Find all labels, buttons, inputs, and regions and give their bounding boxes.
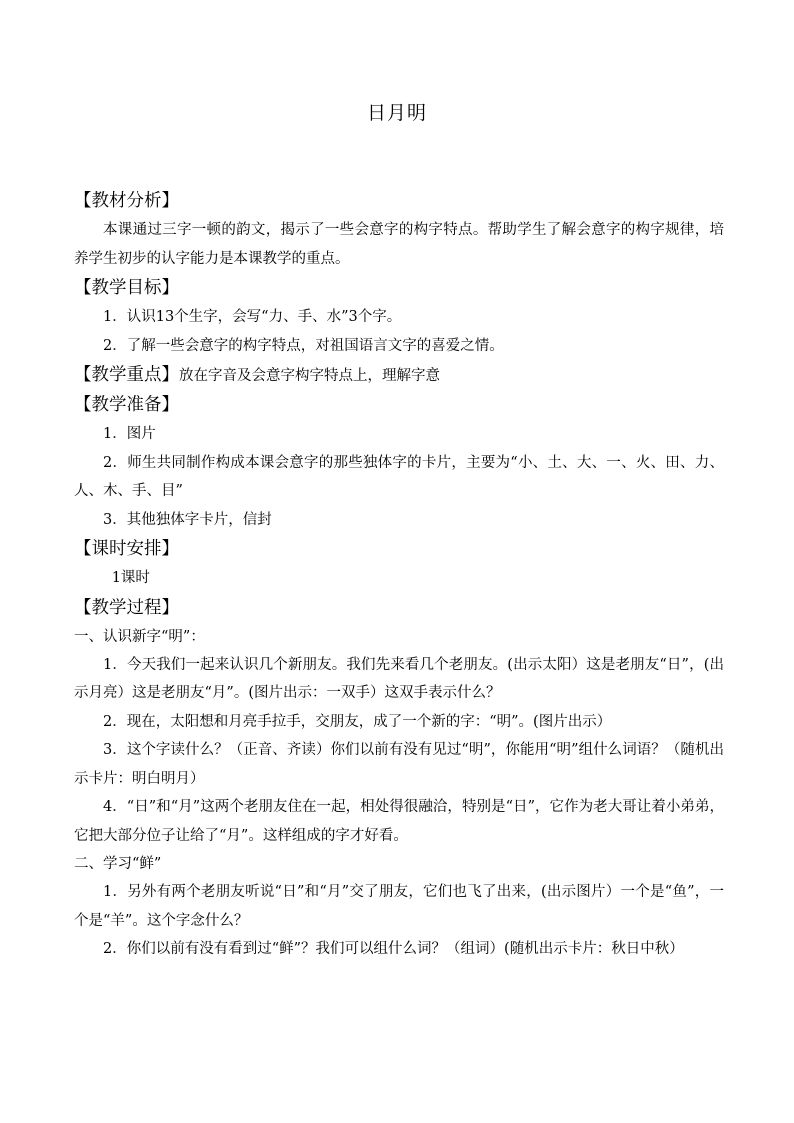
key-points-text: 放在字音及会意字构字特点上，理解字意	[179, 368, 440, 384]
process-part1-item: 1．今天我们一起来认识几个新朋友。我们先来看几个老朋友。(出示太阳）这是老朋友“日”，(出示月亮）这是老朋友“月”。(图片出示：一双手）这双手表示什么？	[74, 656, 724, 701]
process-part2-item: 2．你们以前有没有看到过“鲜”？我们可以组什么词？（组词）(随机出示卡片：秋日中秋）	[103, 941, 684, 957]
schedule-text: 1课时	[111, 570, 150, 586]
document-body	[74, 186, 724, 964]
process-part1-item: 3．这个字读什么？（正音、齐读）你们以前有没有见过“明”，你能用“明”组什么词语？（随机出示卡片：明白明月）	[74, 742, 724, 787]
section-heading-process: 【教学过程】	[74, 597, 179, 618]
section-heading-schedule: 【课时安排】	[74, 539, 179, 559]
document-title: 日月明	[366, 102, 427, 124]
section-heading-analysis: 【教材分析】	[74, 191, 179, 211]
preparation-item: 1．图片	[103, 426, 156, 442]
section-heading-key-points	[74, 360, 724, 390]
goal-item: 1．认识13个生字，会写“力、手、水”3个字。	[103, 309, 402, 325]
goal-item: 2．了解一些会意字的构字特点，对祖国语言文字的喜爱之情。	[103, 337, 504, 354]
section-heading-preparation: 【教学准备】	[74, 395, 179, 415]
section-heading-goals: 【教学目标】	[74, 278, 179, 298]
analysis-paragraph: 本课通过三字一顿的韵文，揭示了一些会意字的构字特点。帮助学生了解会意字的构字规律，培养学生初步的认字能力是本课教学的重点。	[74, 222, 724, 267]
process-part2-title: 二、学习“鲜”	[74, 856, 162, 872]
process-part1-item: 4．“日”和“月”这两个老朋友住在一起，相处得很融洽，特别是“日”，它作为老大哥让着小弟弟，它把大部分位子让给了“月”。这样组成的字才好看。	[74, 799, 724, 844]
preparation-item: 2．师生共同制作构成本课会意字的那些独体字的卡片，主要为“小、土、大、一、火、田、力、人、木、手、目”	[74, 454, 724, 499]
process-part1-title: 一、认识新字“明”：	[74, 628, 205, 645]
process-part2-item: 1．另外有两个老朋友听说“日”和“月”交了朋友，它们也飞了出来，(出示图片）一个是“鱼”，一个是“羊”。这个字念什么？	[74, 884, 724, 929]
key-points-heading-label: 【教学重点】	[74, 365, 179, 385]
process-part1-item: 2．现在，太阳想和月亮手拉手，交朋友，成了一个新的字：“明”。(图片出示）	[103, 713, 612, 730]
preparation-item: 3．其他独体字卡片，信封	[103, 511, 272, 528]
